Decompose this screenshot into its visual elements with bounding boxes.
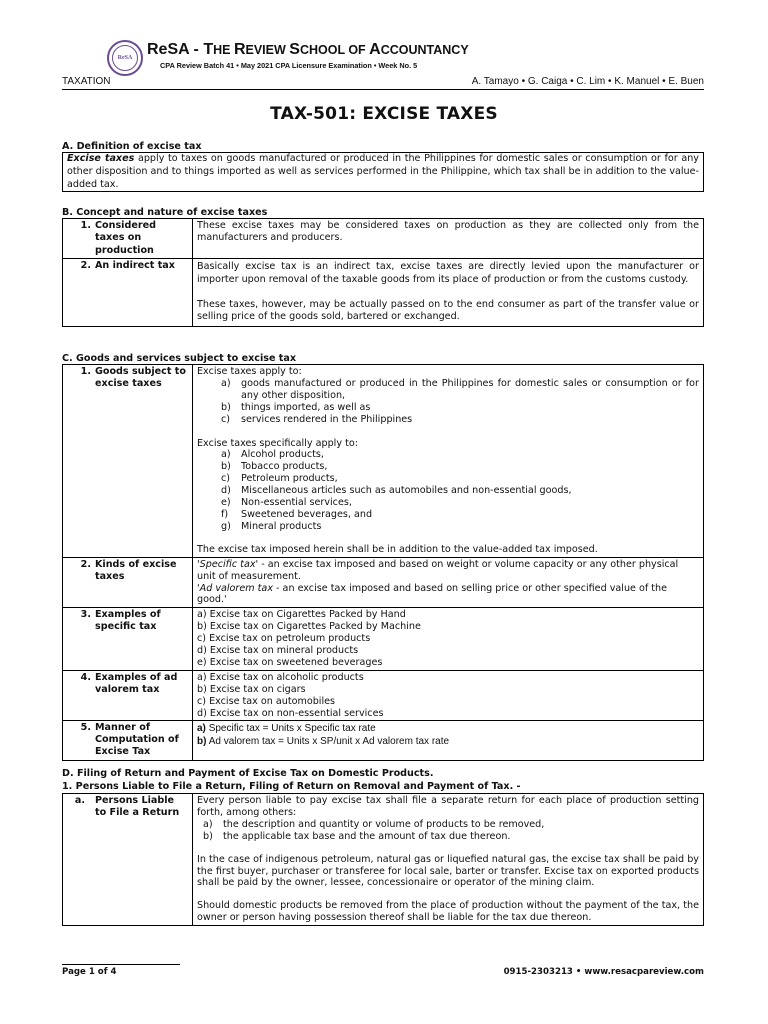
definition: - an excise tax imposed and based on selling price or other specified value of the good.' — [197, 582, 668, 606]
list-marker: f) — [221, 508, 229, 520]
list-item: c) Excise tax on petroleum products — [197, 633, 371, 645]
ad-valorem-definition — [197, 583, 699, 607]
list-marker: c) — [221, 413, 231, 425]
brand-letter: S — [289, 41, 300, 58]
list-item: d) Excise tax on mineral products — [197, 645, 359, 657]
list-marker: d) — [221, 485, 231, 497]
list-text: goods manufactured or produced in the Philippines for domestic sales or consumption or for any other disposition, — [241, 377, 699, 401]
list-marker: a) — [197, 723, 206, 735]
row-label: Considered taxes on production — [95, 220, 156, 256]
list-text: the applicable tax base and the amount of tax due thereon. — [223, 830, 511, 842]
row-label: Manner of Computation of Excise Tax — [95, 722, 179, 758]
brand-letter: T — [203, 41, 214, 58]
specific-apply-list — [197, 449, 699, 532]
paragraph: Every person liable to pay excise tax shall file a separate return for each place of production setting forth, among others: — [197, 795, 699, 818]
row-number: 4. — [80, 671, 91, 683]
batch-subtitle: CPA Review Batch 41 • May 2021 CPA Licensure Examination • Week No. 5 — [160, 61, 418, 70]
brand-short: ReSA — [147, 41, 190, 58]
row-label: Goods subject to excise taxes — [95, 366, 186, 389]
section-a-box — [62, 152, 704, 192]
section-c-table — [62, 364, 704, 761]
term: 'Ad valorem tax — [197, 582, 273, 594]
list-item — [197, 485, 699, 497]
list-intro: Excise taxes apply to: — [197, 366, 302, 377]
list-item — [197, 497, 699, 509]
paragraph: Should domestic products be removed from the place of production without the payment of the tax, the owner or person having possession thereof shall be liable for the tax due thereon. — [197, 900, 699, 924]
table-row — [63, 608, 704, 671]
brand-letter: R — [233, 41, 246, 58]
list-marker: b) — [221, 461, 231, 473]
row-text: These taxes, however, may be actually passed on to the end consumer as part of the transfer value or selling price of the goods sold, bartered or exchanged. — [197, 299, 699, 323]
list-item: b) Excise tax on Cigarettes Packed by Machine — [197, 621, 421, 633]
definition-text: apply to taxes on goods manufactured or produced in the Philippines for domestic sales or consumption or for any other disposition and to things imported as well as services performed in the Philippine, which tax shall be in addition to the value-added tax. — [67, 153, 699, 190]
list-marker: a) — [221, 449, 231, 461]
table-row — [63, 794, 704, 926]
list-text: Mineral products — [241, 520, 322, 532]
section-d-heading: D. Filing of Return and Payment of Excise Tax on Domestic Products. — [62, 768, 434, 779]
section-d-table — [62, 793, 704, 926]
definition-term: Excise taxes — [67, 153, 135, 164]
brand-smallcaps: CHOOL OF — [299, 43, 370, 57]
list-item — [197, 509, 699, 521]
list-marker: a) — [221, 377, 231, 389]
formula-text: Ad valorem tax = Units x SP/unit x Ad valorem tax rate — [208, 736, 450, 748]
apply-list — [197, 378, 699, 426]
list-item — [197, 819, 699, 831]
list-item: a) Excise tax on Cigarettes Packed by Hand — [197, 609, 406, 621]
table-row — [63, 557, 704, 608]
list-item: c) Excise tax on automobiles — [197, 695, 336, 707]
list-marker: b) — [221, 401, 231, 413]
row-label: Persons Liable to File a Return — [95, 795, 180, 818]
term: 'Specific tax' — [197, 558, 259, 570]
subject-label: TAXATION — [62, 76, 111, 87]
table-row — [63, 219, 704, 259]
formula-text: Specific tax = Units x Specific tax rate — [208, 723, 376, 735]
list-item — [197, 378, 699, 402]
logo-text: ReSA — [112, 45, 138, 71]
list-marker: b) — [197, 736, 207, 748]
row-label: Examples of ad valorem tax — [95, 671, 178, 695]
list-item — [197, 831, 699, 843]
page-number: Page 1 of 4 — [62, 967, 117, 977]
specific-tax-definition — [197, 559, 699, 583]
list-text: Sweetened beverages, and — [241, 508, 373, 520]
table-row — [63, 259, 704, 327]
brand-smallcaps: CCOUNTANCY — [380, 43, 469, 57]
paragraph: In the case of indigenous petroleum, natural gas or liquefied natural gas, the excise tax shall be paid by the first buyer, purchaser or transferee for local sale, barter or transfer. Excise tax on exported products shall be paid by the owner, lessee, concessionaire or operator of the mining claim. — [197, 853, 699, 889]
definition: - an excise tax imposed and based on weight or volume capacity or any other physical unit of measurement. — [197, 558, 679, 582]
list-item — [197, 473, 699, 485]
table-row — [63, 365, 704, 558]
list-marker: e) — [221, 497, 231, 509]
list-text: Tobacco products, — [241, 461, 328, 473]
list-marker: b) — [203, 830, 213, 842]
section-a-heading: A. Definition of excise tax — [62, 141, 202, 152]
list-item — [197, 461, 699, 473]
list-text: things imported, as well as — [241, 401, 371, 413]
list-intro: Excise taxes specifically apply to: — [197, 437, 358, 449]
brand-smallcaps: EVIEW — [245, 43, 290, 57]
brand-smallcaps: HE — [213, 43, 234, 57]
list-item — [197, 449, 699, 461]
list-marker: g) — [221, 520, 231, 532]
formula-item — [197, 735, 699, 748]
row-number: 3. — [80, 609, 91, 621]
table-row — [63, 721, 704, 761]
row-number: 5. — [80, 722, 91, 734]
footer-divider — [62, 964, 180, 965]
row-label: Kinds of excise taxes — [95, 558, 177, 582]
list-text: Alcohol products, — [241, 449, 324, 461]
row-text: Basically excise tax is an indirect tax, excise taxes are directly levied upon the manufacturer or importer upon removal of the taxable goods from its place of production or from the customs custody. — [197, 261, 699, 285]
authors: A. Tamayo • G. Caiga • C. Lim • K. Manuel • E. Buen — [471, 76, 704, 87]
section-d-subheading: 1. Persons Liable to File a Return, Filing of Return on Removal and Payment of Tax. - — [62, 781, 521, 792]
return-contents-list — [197, 819, 699, 843]
row-label: An indirect tax — [95, 260, 175, 272]
list-marker: c) — [221, 473, 231, 485]
list-item: b) Excise tax on cigars — [197, 683, 306, 695]
section-c-heading: C. Goods and services subject to excise tax — [62, 353, 297, 364]
contact-info: 0915-2303213 • www.resacpareview.com — [503, 967, 704, 977]
section-b-table — [62, 218, 704, 327]
closing-note: The excise tax imposed herein shall be in addition to the value-added tax imposed. — [197, 543, 598, 555]
resa-logo — [107, 40, 143, 76]
brand-letter: A — [369, 41, 381, 58]
row-number: 1. — [80, 366, 91, 377]
school-name — [147, 41, 469, 59]
list-item: d) Excise tax on non-essential services — [197, 707, 384, 719]
row-number: 1. — [80, 220, 91, 231]
list-item: a) Excise tax on alcoholic products — [197, 671, 364, 683]
list-item — [197, 521, 699, 533]
document-title: TAX-501: EXCISE TAXES — [270, 104, 498, 124]
subject-bar — [62, 76, 704, 90]
list-text: the description and quantity or volume of products to be removed, — [223, 818, 545, 830]
list-text: Non-essential services, — [241, 497, 352, 509]
row-number: a. — [74, 795, 85, 806]
list-item — [197, 414, 699, 426]
row-text: These excise taxes may be considered taxes on production as they are collected only from the manufacturers and producers. — [193, 219, 704, 259]
row-label: Examples of specific tax — [95, 609, 161, 633]
list-text: Petroleum products, — [241, 473, 338, 485]
row-number: 2. — [80, 260, 91, 272]
section-b-heading: B. Concept and nature of excise taxes — [62, 207, 268, 218]
formula-item — [197, 722, 699, 735]
table-row — [63, 670, 704, 721]
list-text: services rendered in the Philippines — [241, 413, 413, 425]
brand-separator: - — [189, 41, 204, 58]
list-item: e) Excise tax on sweetened beverages — [197, 656, 383, 668]
list-text: Miscellaneous articles such as automobiles and non-essential goods, — [241, 485, 572, 497]
row-number: 2. — [80, 558, 91, 570]
list-item — [197, 402, 699, 414]
list-marker: a) — [203, 818, 213, 830]
